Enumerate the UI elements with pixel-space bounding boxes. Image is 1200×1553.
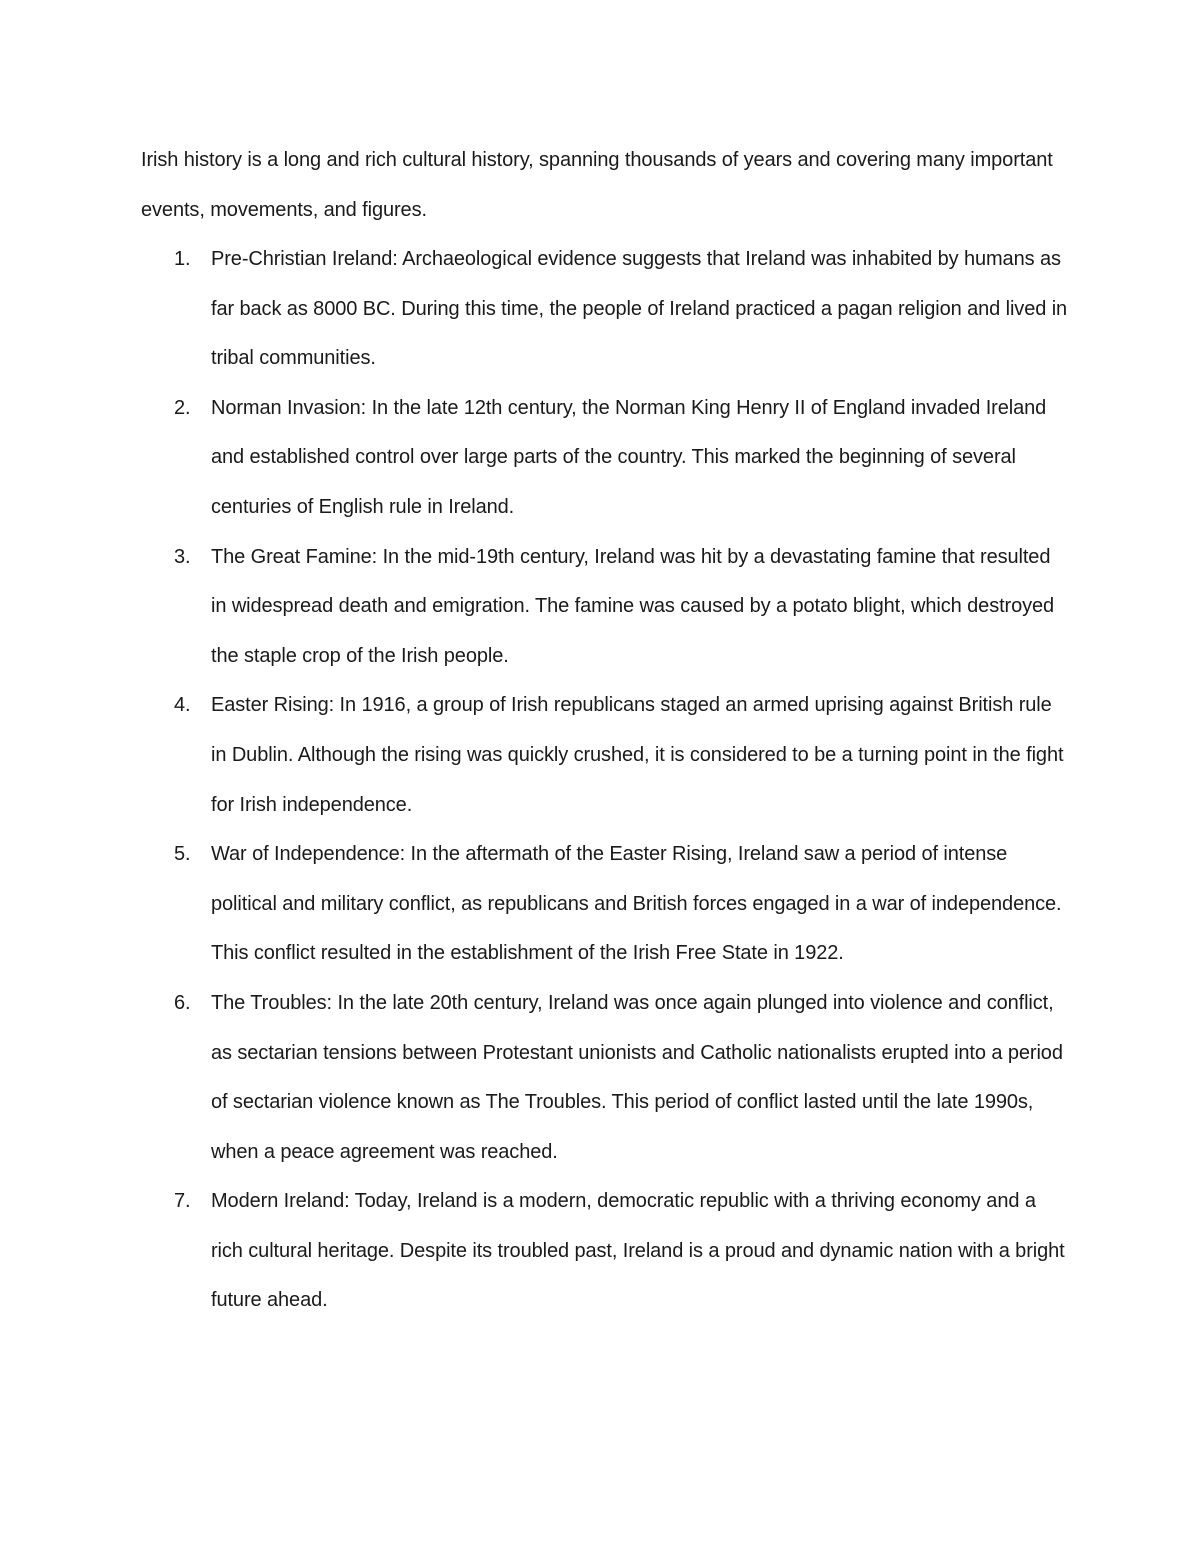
intro-paragraph: Irish history is a long and rich cultural history, spanning thousands of years and covering many important events, movements, and figures. (141, 149, 1053, 221)
list-item-number: 6. (174, 991, 191, 1014)
list-item (0, 235, 1200, 384)
list-item (0, 979, 1200, 1177)
list-item (0, 681, 1200, 830)
list-item-number: 3. (174, 545, 191, 568)
list-item-text: Pre-Christian Ireland: Archaeological evidence suggests that Ireland was inhabited by humans as far back as 8000 BC. During this time, the people of Ireland practiced a pagan religion and lived in tribal communities. (211, 248, 1068, 370)
list-item-number: 5. (174, 843, 191, 866)
list-item-number: 2. (174, 396, 191, 419)
list-item-text: War of Independence: In the aftermath of the Easter Rising, Ireland saw a period of intense political and military conflict, as republicans and British forces engaged in a war of independence. This conflict resulted in the establishment of the Irish Free State in 1922. (211, 843, 1062, 965)
list-item (0, 384, 1200, 533)
list-item-text: Modern Ireland: Today, Ireland is a modern, democratic republic with a thriving economy and a rich cultural heritage. Despite its troubled past, Ireland is a proud and dynamic nation with a bright future ahead. (211, 1190, 1065, 1312)
list-item-text: Norman Invasion: In the late 12th century, the Norman King Henry II of England invaded Ireland and established control over large parts of the country. This marked the beginning of several centuries of English rule in Ireland. (211, 396, 1047, 518)
list-item-text: The Troubles: In the late 20th century, Ireland was once again plunged into violence and conflict, as sectarian tensions between Protestant unionists and Catholic nationalists erupted into a period of sectarian violence known as The Troubles. This period of conflict lasted until the late 1990s, when a peace agreement was reached. (211, 991, 1063, 1163)
list-item-number: 4. (174, 694, 191, 717)
list-item (0, 1177, 1200, 1326)
list-item-number: 1. (174, 248, 191, 270)
history-list (0, 235, 1200, 1326)
list-item-text: Easter Rising: In 1916, a group of Irish republicans staged an armed uprising against British rule in Dublin. Although the rising was quickly crushed, it is considered to be a turning point in the fight for Irish independence. (211, 694, 1064, 816)
list-item-text: The Great Famine: In the mid-19th century, Ireland was hit by a devastating famine that resulted in widespread death and emigration. The famine was caused by a potato blight, which destroyed the staple crop of the Irish people. (211, 545, 1055, 667)
list-item (0, 830, 1200, 979)
list-item-number: 7. (174, 1190, 191, 1213)
list-item (0, 533, 1200, 682)
